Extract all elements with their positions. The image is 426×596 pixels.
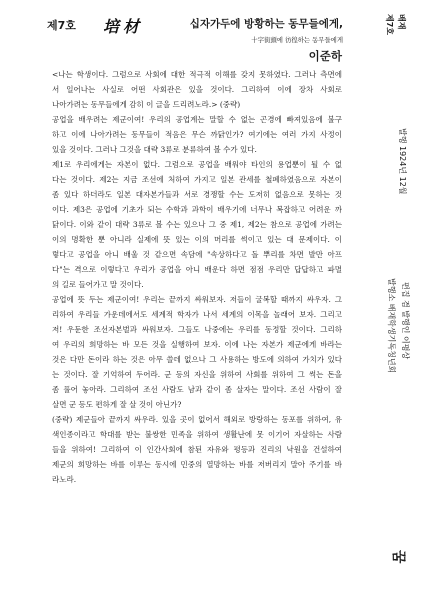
text-line: 공업을 배우려는 제군이여! 우리의 공업계는 말할 수 없는 곤경에 빠져있음에 불구 (52, 115, 342, 124)
author-name: 이준하 (308, 49, 342, 63)
text-line: 다는 것이다. 제2는 지금 조선에 처하여 가지고 일본 관세를 철폐하였음으로 자본이 (52, 175, 342, 184)
text-line: 공업에 뜻 두는 제군이여! 우리는 끝까지 싸워보자. 저들이 굴복할 때까지 싸우자. 그 (52, 295, 342, 304)
article-body (52, 67, 342, 487)
text-line: 좀 풀어 놓아라. 그리하여 조선 사람도 남과 같이 좀 살자는 말이다. 조선 사람이 잘 (52, 385, 342, 394)
text-line: 것은 다만 돈이라 하는 것은 아무 쓸데 없으나 그 사용하는 방도에 의하여 가치가 있다 (52, 355, 342, 364)
page-mark: 꿈 (390, 550, 406, 564)
text-line: 여 우리의 희망하는 바 모든 것을 실행하여 보자. 이에 나는 자본가 제군에게 바라는 (52, 340, 342, 349)
text-line: 렇다고 공업을 아니 배울 것 같으면 속담에 "속상하다고 돌 뿌리를 차면 발만 아프 (52, 250, 342, 259)
text-line: 있을 것이다. 그러나 그것을 대략 3류로 분류하여 볼 수가 있다. (52, 145, 257, 154)
text-line: 좀 있다 하더라도 일본 대자본가들과 서로 경쟁할 수는 도저히 없음으로 못하는 것 (52, 190, 342, 199)
text-line: 다"는 격으로 이렇다고 우리가 공업을 아니 배운다 하면 점점 우리만 답답하고 파멸 (52, 265, 342, 274)
text-line: 는 것이다. 잘 기억하여 두어라. 군 등의 자신을 위하여 사회를 위하여 그 썩는 돈을 (52, 370, 342, 379)
text-line: 이다. 제3은 공업에 기초가 되는 수학과 과학이 배우기에 너무나 복잡하고 어려운 까 (52, 205, 342, 214)
text-line: 닭이다. 이와 같이 대략 3류로 볼 수는 있으나 그 중 제1, 제2는 참으로 공업에 가려는 (52, 220, 342, 229)
text-line: 이의 명확한 뿐 아니라 실제에 뜻 있는 이의 머리를 썩이고 있는 대 문제이다. 이 (52, 235, 342, 244)
text-line: 살면 군 등도 편하게 잘 살 것이 아닌가? (52, 400, 182, 409)
text-line: 나아가려는 동무들에게 감히 이 글을 드리려노라.> (중략) (52, 100, 241, 109)
text-line: <나는 학생이다. 그럼으로 사회에 대한 적극적 이해를 갖지 못하였다. 그러나 측면에 (52, 70, 342, 79)
text-line: 서 일어나는 사실로 어떤 사회관은 있을 것이다. 그리하여 이에 장차 사회로 (52, 85, 342, 94)
text-line: 의 길로 들어가고 말 것이다. (52, 280, 144, 289)
text-line: 제1로 우리에게는 자본이 없다. 그럼으로 공업을 배워야 타인의 용업뿐이 될 수 없 (52, 160, 342, 169)
text-line: 저! 우둔한 조선자본벌과 싸워보자. 그들도 나중에는 우리를 동정할 것이다. 그리하 (52, 325, 342, 334)
issue-number: 제7호 (47, 19, 76, 32)
article-subtitle: 十字街頭에 彷徨하는 동무들에게 (251, 36, 343, 44)
text-line: 색인종이라고 학대를 받는 불쌍한 민족을 위하여 생활난에 못 이기어 자살하는 사람 (52, 430, 342, 439)
publication-date: 발행 1924년 12월 (398, 128, 407, 195)
text-line: 리하여 우리들 가운데에서도 세계적 학자가 나서 세계의 이목을 놀래어 보자. 그리고 (52, 310, 342, 319)
text-line: 들을 위하여! 그리하여 이 인간사회에 참된 자유와 평등과 진리의 낙원을 건설하여 (52, 445, 342, 454)
article-title: 십자가두에 방황하는 동무들에게, (189, 18, 343, 30)
text-line: 라노라. (52, 475, 77, 484)
editor-credit: 편집 겸 발행인 이평상 (401, 282, 410, 360)
magazine-logo: 培材 (103, 17, 144, 36)
text-line: 하고 이에 나아가려는 동무들이 적음은 무슨 까닭인가? 여기에는 여러 가지 사정이 (52, 130, 342, 139)
side-magazine-name: 배재 (397, 14, 406, 30)
text-line: 제군의 희망하는 바를 이루는 동시에 민중의 열망하는 바를 저버리지 말아 주기를 바 (52, 460, 342, 469)
side-issue-number: 제7호 (385, 14, 394, 36)
text-line: (중략) 제군들아 끝까지 싸우라. 있을 곳이 없어서 해외로 방랑하는 동포를 위하여, 유 (52, 415, 342, 424)
publisher-credit: 발행소 배재학생기독청년회 (387, 278, 396, 374)
